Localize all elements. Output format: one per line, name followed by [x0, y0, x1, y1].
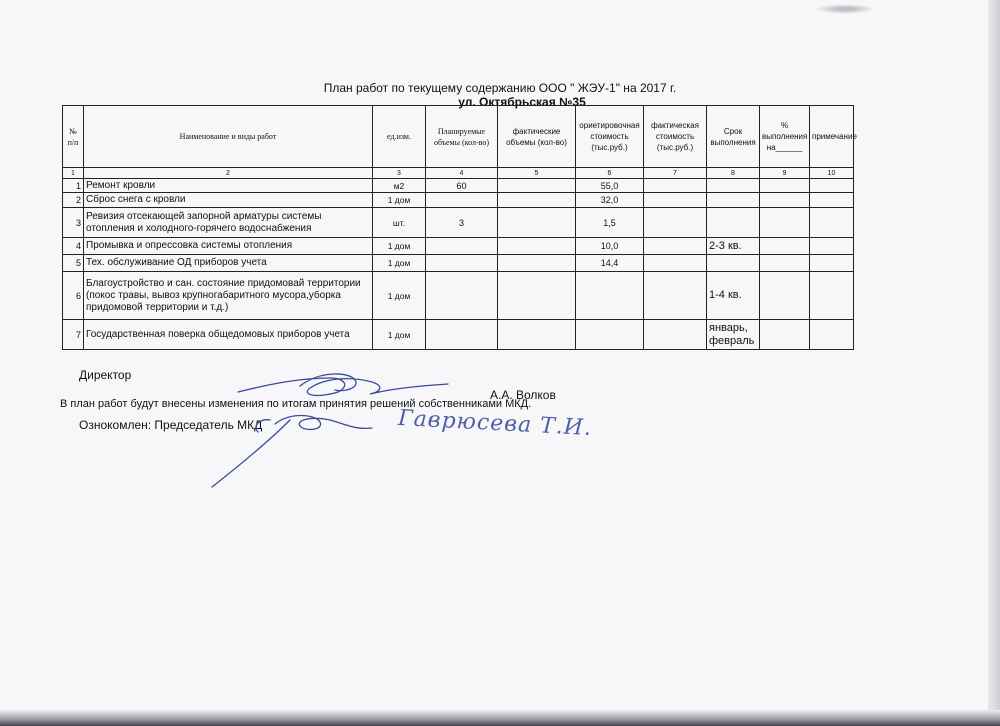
- cell-unit: 1 дом: [373, 255, 426, 272]
- cell-estimated-cost: 32,0: [576, 193, 644, 208]
- cell-work-name: Государственная поверка общедомовых приборов учета: [84, 320, 373, 350]
- col-number: 2: [84, 168, 373, 179]
- cell-estimated-cost: 14,4: [576, 255, 644, 272]
- col-number: 9: [760, 168, 810, 179]
- handwritten-chairman-name: Гаврюсева Т.И.: [397, 405, 593, 442]
- col-number: 4: [426, 168, 498, 179]
- header-actual-cost: фактическая стоимость (тыс.руб.): [644, 106, 707, 168]
- cell-completion-term: январь, февраль: [707, 320, 760, 350]
- cell-planned-volume: 3: [426, 208, 498, 238]
- header-actual: фактические объемы (кол-во): [498, 106, 576, 168]
- cell-row-number: 2: [63, 193, 84, 208]
- cell-work-name: Промывка и опрессовка системы отопления: [84, 238, 373, 255]
- chairman-signature: [275, 416, 372, 430]
- col-number: 3: [373, 168, 426, 179]
- cell-unit: 1 дом: [373, 320, 426, 350]
- chairman-signature-loop: [256, 420, 270, 432]
- cell-estimated-cost: 10,0: [576, 238, 644, 255]
- cell-work-name: Тех. обслуживание ОД приборов учета: [84, 255, 373, 272]
- header-planned: Планируемые объемы (кол-во): [426, 106, 498, 168]
- cell-unit: 1 дом: [373, 193, 426, 208]
- document-title: План работ по текущему содержанию ООО " ЖЭУ-1" на 2017 г.: [323, 81, 677, 95]
- header-est-cost: ориетировочная стоимость (тыс.руб.): [576, 106, 644, 168]
- header-note: примечание: [810, 106, 854, 168]
- changes-note: В план работ будут внесены изменения по итогам принятия решений собственниками МКД.: [60, 398, 532, 410]
- col-number: 6: [576, 168, 644, 179]
- cell-row-number: 3: [63, 208, 84, 238]
- cell-completion-term: 2-3 кв.: [707, 238, 760, 255]
- director-name: А.А. Волков: [490, 388, 556, 402]
- cell-work-name: Сброс снега с кровли: [84, 193, 373, 208]
- cell-row-number: 7: [63, 320, 84, 350]
- cell-estimated-cost: 55,0: [576, 179, 644, 193]
- cell-planned-volume: 60: [426, 179, 498, 193]
- director-label: Директор: [79, 368, 132, 382]
- cell-row-number: 5: [63, 255, 84, 272]
- cell-completion-term: 1-4 кв.: [707, 272, 760, 320]
- cell-row-number: 4: [63, 238, 84, 255]
- header-name: Наименование и виды работ: [84, 106, 373, 168]
- acquainted-label: Ознокомлен: Председатель МКД: [79, 418, 263, 432]
- col-number: 8: [707, 168, 760, 179]
- cell-work-name: Ревизия отсекающей запорной арматуры системы отопления и холодного-горячего водоснабжения: [84, 208, 373, 238]
- header-term: Срок выполнения: [707, 106, 760, 168]
- cell-unit: шт.: [373, 208, 426, 238]
- cell-row-number: 1: [63, 179, 84, 193]
- director-signature-flourish: [300, 374, 356, 391]
- cell-work-name: Ремонт кровли: [84, 179, 373, 193]
- cell-unit: 1 дом: [373, 272, 426, 320]
- col-number: 10: [810, 168, 854, 179]
- cell-estimated-cost: 1,5: [576, 208, 644, 238]
- header-unit: ед.изм.: [373, 106, 426, 168]
- cell-unit: 1 дом: [373, 238, 426, 255]
- header-no: № п/п: [63, 106, 84, 168]
- header-percent: % выполнения на______: [760, 106, 810, 168]
- document-address: ул. Октябрьская №35: [458, 95, 586, 109]
- cell-unit: м2: [373, 179, 426, 193]
- cell-row-number: 6: [63, 272, 84, 320]
- col-number: 7: [644, 168, 707, 179]
- col-number: 5: [498, 168, 576, 179]
- chairman-signature-tail: [212, 420, 290, 487]
- col-number: 1: [63, 168, 84, 179]
- cell-work-name: Благоустройство и сан. состояние придомовай территории (покос травы, вывоз крупногабаритного мусора,уборка придомовой территории и т.д.): [84, 272, 373, 320]
- director-signature: [238, 378, 448, 395]
